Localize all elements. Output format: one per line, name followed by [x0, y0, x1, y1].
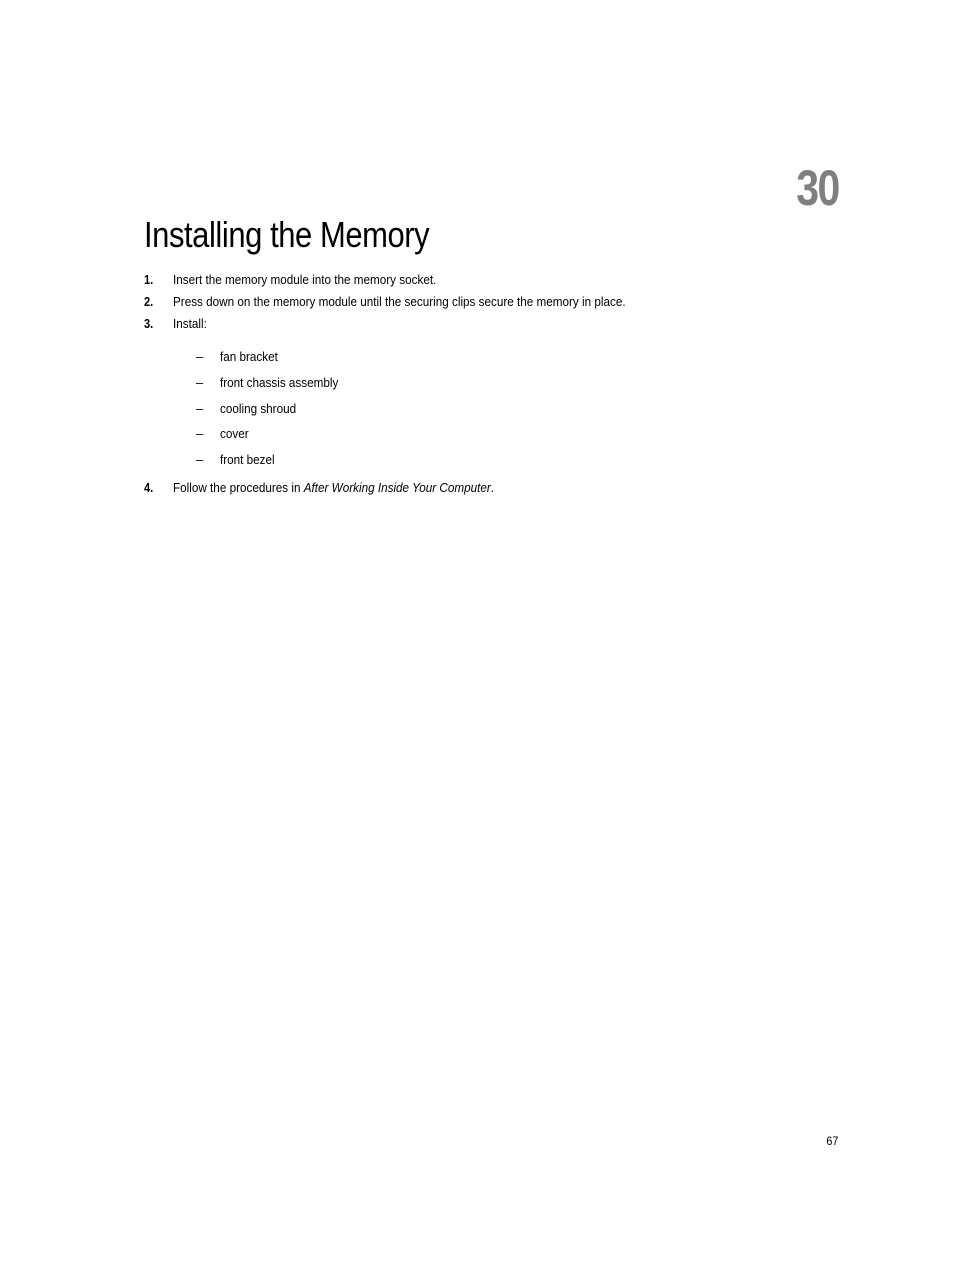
step-number: 4.	[144, 479, 154, 495]
dash-marker: –	[196, 426, 204, 442]
list-item-text: fan bracket	[220, 349, 278, 364]
dash-marker: –	[196, 374, 204, 390]
list-item	[144, 450, 844, 476]
list-item	[144, 347, 844, 373]
dash-marker: –	[196, 400, 204, 416]
chapter-number: 30	[796, 160, 839, 216]
install-sublist	[144, 347, 844, 476]
step-text-after: .	[490, 479, 495, 495]
list-item	[144, 373, 844, 399]
list-item	[144, 399, 844, 425]
document-reference-link[interactable]: After Working Inside Your Computer	[303, 479, 491, 495]
step-text	[173, 478, 494, 498]
procedure-steps	[144, 270, 844, 500]
list-item	[144, 424, 844, 450]
step-text: Insert the memory module into the memory socket.	[173, 272, 437, 287]
list-item-text: cooling shroud	[220, 400, 297, 416]
list-item-text: front bezel	[220, 452, 275, 468]
step-3	[144, 314, 844, 336]
list-item-text: front chassis assembly	[220, 374, 339, 390]
page-title: Installing the Memory	[144, 214, 430, 255]
dash-marker: –	[196, 452, 204, 468]
list-item-text: cover	[220, 426, 249, 442]
step-4	[144, 478, 844, 500]
step-2	[144, 292, 844, 314]
page-number: 67	[825, 1134, 838, 1148]
step-number: 2.	[144, 294, 154, 309]
step-text: Install:	[173, 316, 207, 331]
step-1	[144, 270, 844, 292]
step-number: 3.	[144, 316, 154, 331]
step-number: 1.	[144, 272, 154, 287]
dash-marker: –	[196, 349, 204, 364]
step-text-before: Follow the procedures in	[173, 479, 304, 495]
step-text: Press down on the memory module until the securing clips secure the memory in place.	[173, 294, 626, 309]
